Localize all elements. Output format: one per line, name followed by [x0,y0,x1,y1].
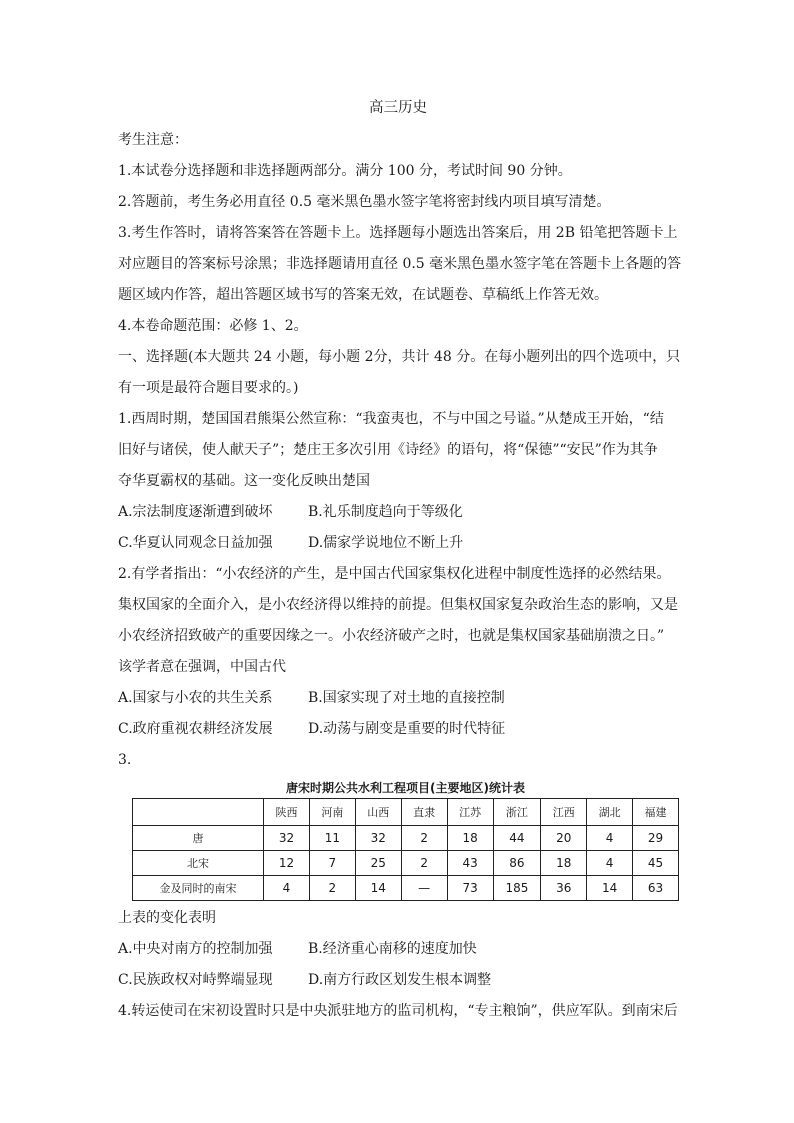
column-header: 江苏 [447,799,493,826]
column-header: 浙江 [493,799,541,826]
row-header: 唐 [133,826,264,851]
q3-option-a: A.中央对南方的控制加强 [118,941,273,957]
q1-stem: 夺华夏霸权的基础。这一变化反映出楚国 [118,473,370,489]
table-cell: 185 [493,876,541,901]
q3-option-b: B.经济重心南移的速度加快 [308,941,477,957]
table-cell: 73 [447,876,493,901]
table-corner-cell [133,799,264,826]
table-cell: 43 [447,851,493,876]
q3-number: 3. [118,752,132,768]
table-cell: — [401,876,447,901]
column-header: 福建 [633,799,679,826]
q2-option-d: D.动荡与剧变是重要的时代特征 [308,721,506,737]
column-header: 江西 [541,799,587,826]
table-cell: 11 [309,826,355,851]
table-cell: 32 [355,826,401,851]
table-cell: 14 [587,876,633,901]
section-heading-cont: 有一项是最符合题目要求的。) [118,380,299,396]
table-cell: 25 [355,851,401,876]
column-header: 河南 [309,799,355,826]
table-cell: 36 [541,876,587,901]
page-title: 高三历史 [369,100,427,116]
table-cell: 7 [309,851,355,876]
q1-stem: 1.西周时期，楚国国君熊渠公然宣称：“我蛮夷也，不与中国之号谥。”从楚成王开始，“结 [118,411,664,427]
q2-option-b: B.国家实现了对土地的直接控制 [308,690,505,706]
q2-stem: 2.有学者指出：“小农经济的产生，是中国古代国家集权化进程中制度性选择的必然结果。 [118,566,671,582]
notice-item: 3.考生作答时，请将答案答在答题卡上。选择题每小题选出答案后，用 2B 铅笔把答题卡上 [118,225,678,241]
q2-option-c: C.政府重视农耕经济发展 [118,721,273,737]
column-header: 山西 [355,799,401,826]
table-cell: 18 [541,851,587,876]
table-row [133,851,679,876]
table-cell: 32 [264,826,310,851]
table-header-row [133,799,679,826]
table-cell: 2 [401,851,447,876]
table-cell: 2 [309,876,355,901]
notice-item: 对应题目的答案标号涂黑；非选择题请用直径 0.5 毫米黑色墨水签字笔在答题卡上各题的答 [118,256,682,272]
table-cell: 4 [264,876,310,901]
column-header: 直隶 [401,799,447,826]
q1-stem: 旧好与诸侯，使人献天子”；楚庄王多次引用《诗经》的语句，将“保德”“安民”作为其争 [118,442,658,458]
q2-stem: 该学者意在强调，中国古代 [118,659,286,675]
q1-option-a: A.宗法制度逐渐遭到破坏 [118,504,273,520]
column-header: 陕西 [264,799,310,826]
table-cell: 29 [633,826,679,851]
q3-stem: 上表的变化表明 [118,910,216,926]
q2-stem: 小农经济招致破产的重要因缘之一。小农经济破产之时，也就是集权国家基础崩溃之日。” [118,628,665,644]
notice-item: 1.本试卷分选择题和非选择题两部分。满分 100 分，考试时间 90 分钟。 [118,163,572,179]
table-cell: 44 [493,826,541,851]
statistics-table [132,798,679,901]
notice-heading: 考生注意： [118,132,188,148]
q3-option-d: D.南方行政区划发生根本调整 [308,972,492,988]
notice-item: 题区域内作答，超出答题区域书写的答案无效，在试题卷、草稿纸上作答无效。 [118,287,608,303]
table-row [133,826,679,851]
q2-stem: 集权国家的全面介入，是小农经济得以维持的前提。但集权国家复杂政治生态的影响，又是 [118,597,678,613]
table-cell: 14 [355,876,401,901]
table-cell: 86 [493,851,541,876]
q2-option-a: A.国家与小农的共生关系 [118,690,273,706]
q1-option-c: C.华夏认同观念日益加强 [118,535,273,551]
table-cell: 2 [401,826,447,851]
table-cell: 45 [633,851,679,876]
section-heading: 一、选择题(本大题共 24 小题，每小题 2分，共计 48 分。在每小题列出的四个选项中，只 [118,349,681,365]
q1-option-d: D.儒家学说地位不断上升 [308,535,464,551]
table-cell: 12 [264,851,310,876]
table-cell: 20 [541,826,587,851]
table-cell: 63 [633,876,679,901]
q1-option-b: B.礼乐制度趋向于等级化 [308,504,463,520]
column-header: 湖北 [587,799,633,826]
exam-page [118,96,682,1027]
table-cell: 18 [447,826,493,851]
table-cell: 4 [587,851,633,876]
table-cell: 4 [587,826,633,851]
notice-item: 4.本卷命题范围：必修 1、2。 [118,318,308,334]
row-header: 北宋 [133,851,264,876]
table-caption: 唐宋时期公共水利工程项目(主要地区)统计表 [286,781,525,795]
notice-item: 2.答题前，考生务必用直径 0.5 毫米黑色墨水签字笔将密封线内项目填写清楚。 [118,194,611,210]
table-row [133,876,679,901]
row-header: 金及同时的南宋 [133,876,264,901]
statistics-table-block [132,778,679,901]
q3-option-c: C.民族政权对峙弊端显现 [118,972,273,988]
q4-stem: 4.转运使司在宋初设置时只是中央派驻地方的监司机构，“专主粮饷”，供应军队。到南宋后 [118,1003,678,1019]
